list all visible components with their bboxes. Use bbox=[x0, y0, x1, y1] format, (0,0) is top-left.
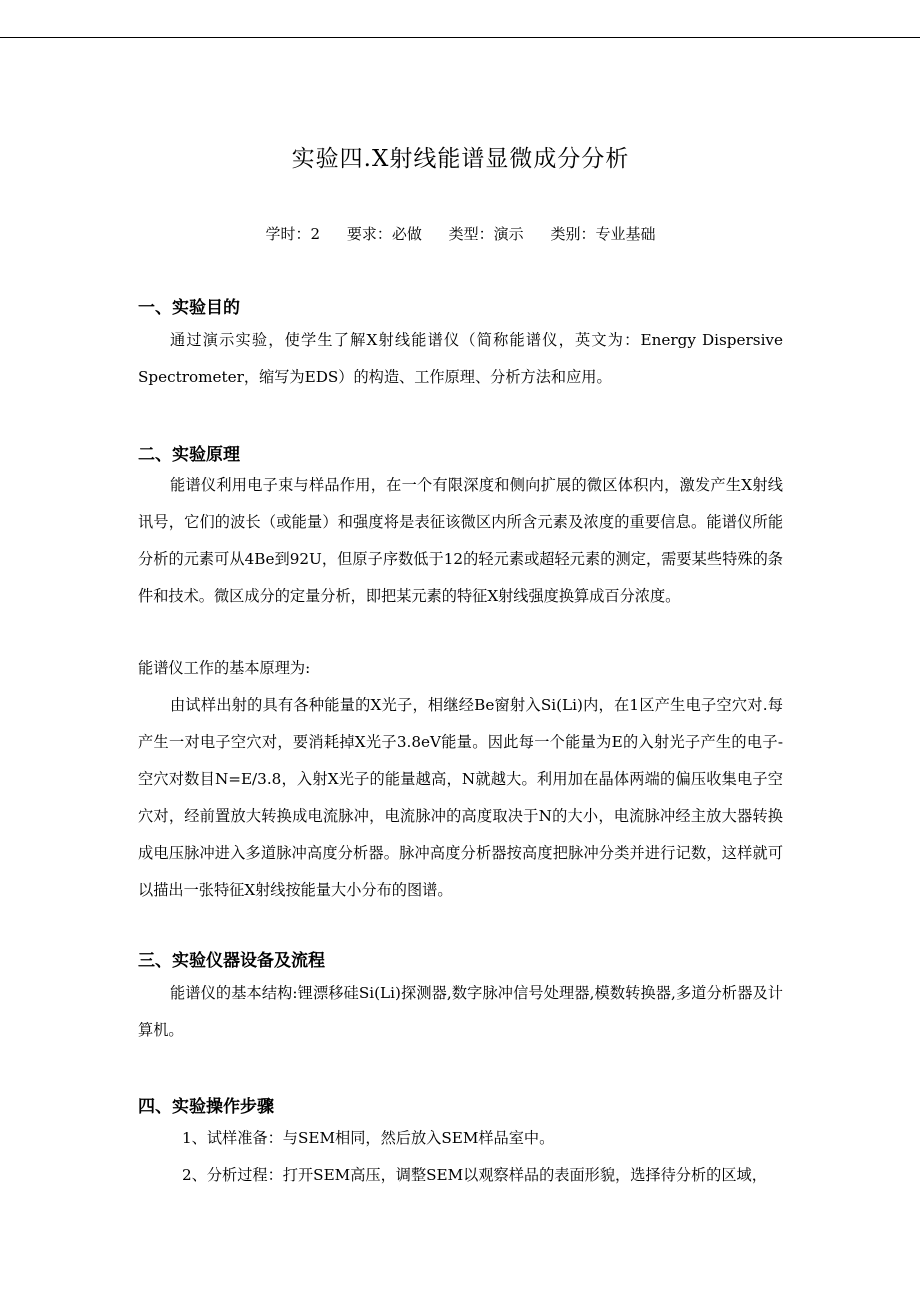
meta-type: 类型：演示 bbox=[448, 225, 524, 243]
section-heading-principle: 二、实验原理 bbox=[138, 445, 240, 465]
step-item-2: 2、分析过程：打开SEM高压，调整SEM以观察样品的表面形貌，选择待分析的区域， bbox=[182, 1166, 767, 1184]
step-item-1: 1、试样准备：与SEM相同，然后放入SEM样品室中。 bbox=[182, 1129, 555, 1147]
section-heading-equipment: 三、实验仪器设备及流程 bbox=[138, 951, 325, 971]
meta-requirement: 要求：必做 bbox=[346, 225, 422, 243]
section-heading-steps: 四、实验操作步骤 bbox=[138, 1097, 274, 1117]
course-meta bbox=[138, 223, 783, 244]
meta-category: 类别：专业基础 bbox=[550, 225, 656, 243]
principle-paragraph-3: 由试样出射的具有各种能量的X光子，相继经Be窗射入Si(Li)内，在1区产生电子空穴对.每产生一对电子空穴对，要消耗掉X光子3.8eV能量。因此每一个能量为E的入射光子产生的电子-空穴对数目N=E/3.8，入射X光子的能量越高，N就越大。利用加在晶体两端的偏压收集电子空穴对，经前置放大转换成电流脉冲，电流脉冲的高度取决于N的大小，电流脉冲经主放大器转换成电压脉冲进入多道脉冲高度分析器。脉冲高度分析器按高度把脉冲分类并进行记数，这样就可以描出一张特征X射线按能量大小分布的图谱。 bbox=[138, 696, 783, 899]
header-rule bbox=[0, 37, 920, 38]
equipment-paragraph: 能谱仪的基本结构:锂漂移硅Si(Li)探测器,数字脉冲信号处理器,模数转换器,多道分析器及计算机。 bbox=[138, 984, 783, 1039]
principle-paragraph-2: 能谱仪工作的基本原理为: bbox=[138, 659, 311, 677]
section-heading-purpose: 一、实验目的 bbox=[138, 298, 240, 318]
purpose-paragraph: 通过演示实验，使学生了解X射线能谱仪（简称能谱仪，英文为：Energy Dispersive Spectrometer，缩写为EDS）的构造、工作原理、分析方法和应用。 bbox=[138, 331, 783, 386]
meta-hours: 学时：2 bbox=[265, 225, 321, 243]
page-title: 实验四.X射线能谱显微成分分析 bbox=[291, 146, 630, 172]
principle-paragraph-1: 能谱仪利用电子束与样品作用，在一个有限深度和侧向扩展的微区体积内，激发产生X射线讯号，它们的波长（或能量）和强度将是表征该微区内所含元素及浓度的重要信息。能谱仪所能分析的元素可从4Be到92U，但原子序数低于12的轻元素或超轻元素的测定，需要某些特殊的条件和技术。微区成分的定量分析，即把某元素的特征X射线强度换算成百分浓度。 bbox=[138, 476, 783, 605]
